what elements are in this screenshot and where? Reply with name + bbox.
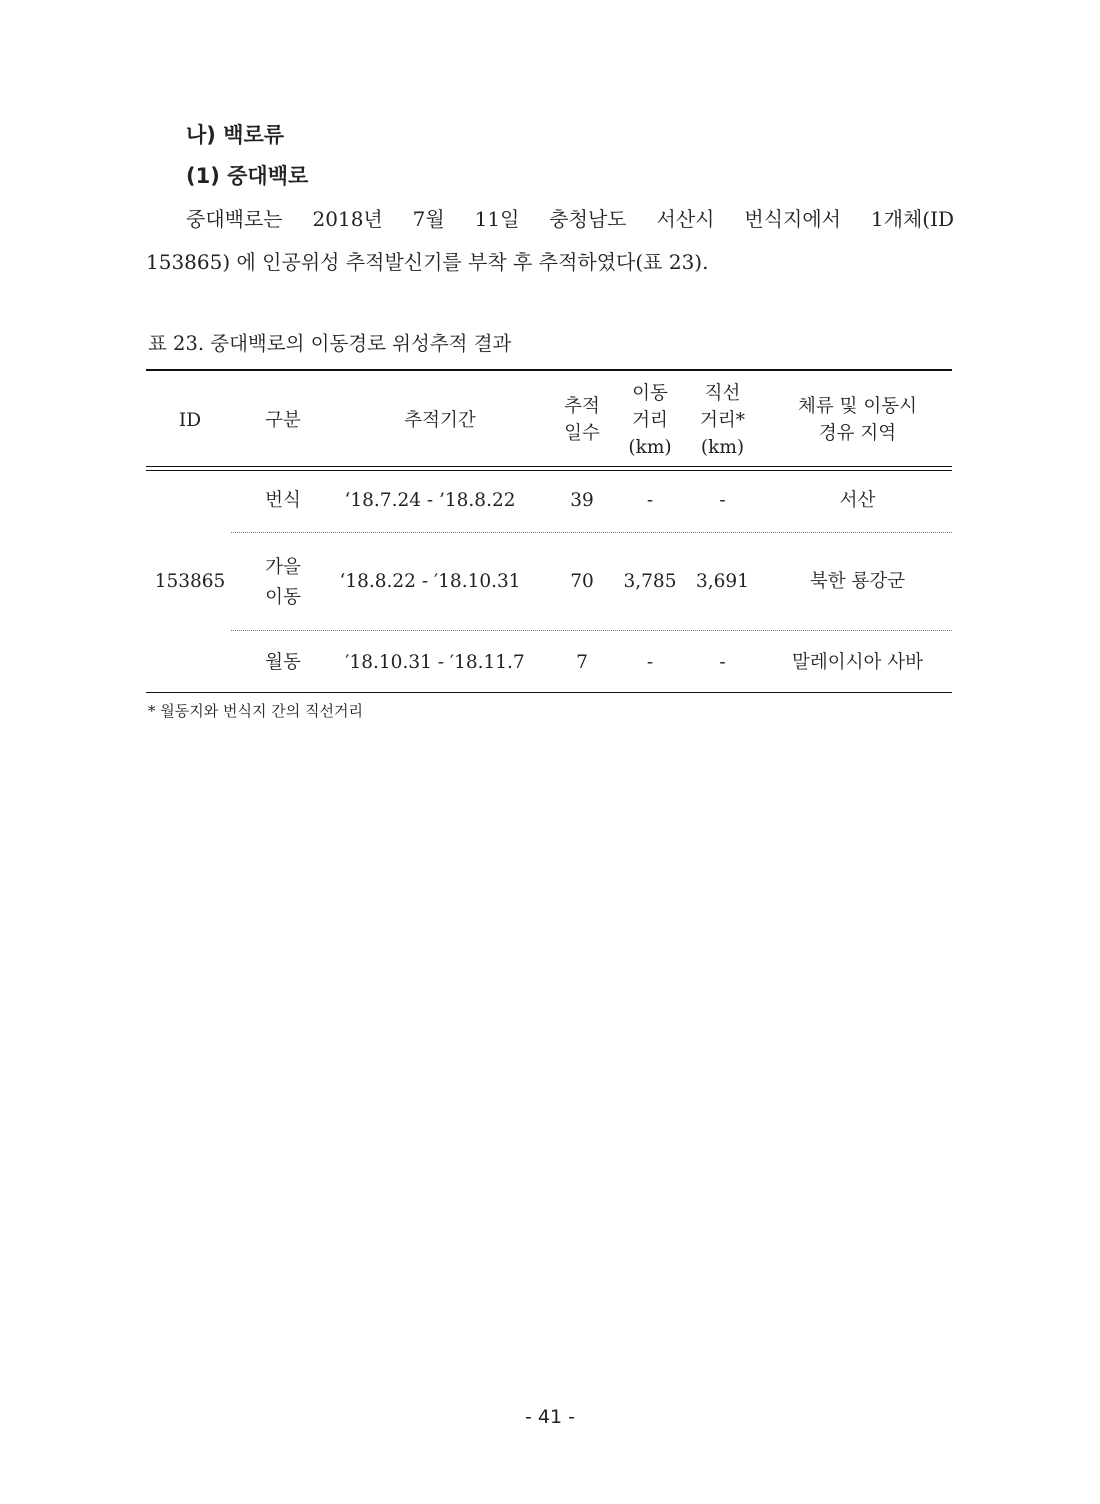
row-straight-distance: 3,691 (696, 571, 749, 592)
row-distance: 3,785 (623, 571, 677, 592)
table-caption: 표 23. 중대백로의 이동경로 위성추적 결과 (148, 332, 512, 355)
header-category: 구분 (265, 410, 301, 431)
table-header-rule (146, 466, 952, 471)
row-region: 북한 룡강군 (809, 571, 906, 592)
row-divider (231, 630, 952, 631)
row-category: 가을 이동 (265, 557, 301, 608)
id-cell: 153865 (154, 571, 226, 592)
header-period: 추적기간 (404, 410, 476, 431)
header-region: 체류 및 이동시 경유 지역 (798, 396, 917, 444)
table-bottom-rule (146, 692, 952, 693)
row-days: 70 (570, 571, 594, 592)
subsection-heading: (1) 중대백로 (186, 164, 309, 188)
body-paragraph (146, 198, 954, 284)
row-period: ′18.10.31 - ′18.11.7 (345, 652, 525, 673)
row-days: 7 (576, 652, 588, 673)
header-days: 추적 일수 (564, 396, 600, 444)
header-id: ID (178, 410, 202, 431)
row-divider (231, 532, 952, 533)
row-category: 번식 (265, 490, 301, 511)
row-distance: - (646, 652, 654, 673)
paragraph-line: 153865) 에 인공위성 추적발신기를 부착 후 추적하였다(표 23). (146, 250, 709, 274)
paragraph-line: 중대백로는 2018년 7월 11일 충청남도 서산시 번식지에서 1개체(ID (186, 207, 954, 231)
row-straight-distance: - (719, 490, 726, 511)
row-region: 말레이시아 사바 (792, 652, 923, 673)
section-heading: 나) 백로류 (186, 123, 285, 147)
row-distance: - (646, 490, 654, 511)
row-straight-distance: - (719, 652, 726, 673)
header-straight-distance: 직선 거리* (km) (700, 383, 745, 458)
row-days: 39 (570, 490, 594, 511)
row-period: ‘18.7.24 - ’18.8.22 (344, 490, 516, 511)
table-footnote: * 월동지와 번식지 간의 직선거리 (148, 702, 363, 720)
table-top-rule (146, 369, 952, 371)
page-number: - 41 - (525, 1406, 575, 1428)
row-period: ‘18.8.22 - ′18.10.31 (339, 571, 521, 592)
header-distance: 이동 거리 (km) (628, 383, 672, 458)
row-category: 월동 (265, 652, 301, 673)
row-region: 서산 (839, 490, 876, 511)
